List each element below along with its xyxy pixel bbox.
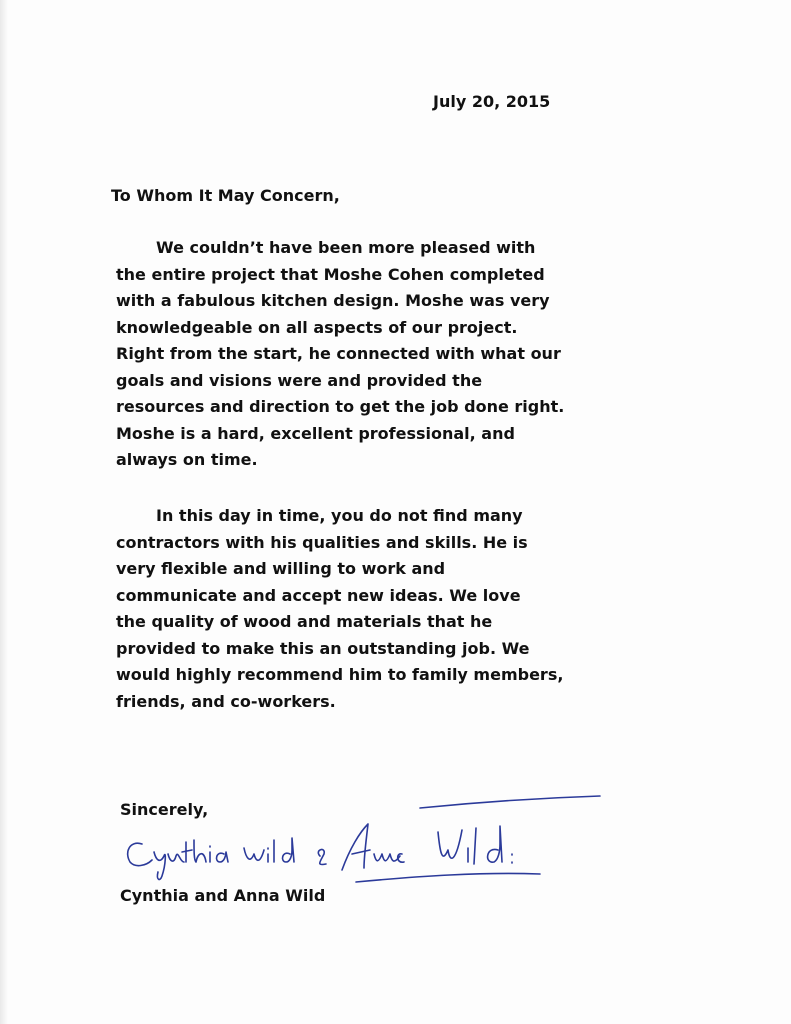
paragraph-line: We couldn’t have been more pleased with — [156, 238, 536, 257]
paragraph-line: contractors with his qualities and skills. He is — [116, 532, 528, 552]
paragraph-line: friends, and co-workers. — [116, 691, 336, 711]
paragraph-line: very flexible and willing to work and — [116, 559, 446, 578]
paragraph-line: goals and visions were and provided the — [116, 370, 483, 390]
handwritten-signature — [120, 792, 640, 892]
scan-edge-shadow — [0, 0, 8, 1024]
paragraph-line: would highly recommend him to family members, — [116, 665, 564, 684]
letter-paragraph-2 — [116, 503, 676, 715]
paragraph-line: Right from the start, he connected with what our — [116, 344, 561, 363]
paragraph-line: always on time. — [116, 450, 258, 469]
letter-paragraph-1 — [116, 235, 676, 474]
paragraph-line: resources and direction to get the job done right. — [116, 397, 565, 416]
paragraph-line: communicate and accept new ideas. We love — [116, 585, 521, 605]
letter-salutation: To Whom It May Concern, — [111, 186, 340, 205]
paragraph-line: the entire project that Moshe Cohen completed — [116, 264, 545, 284]
letter-date: July 20, 2015 — [433, 92, 551, 111]
paragraph-line: provided to make this an outstanding job. We — [116, 638, 530, 658]
letter-closing: Sincerely, — [120, 800, 209, 819]
paragraph-line: the quality of wood and materials that he — [116, 612, 493, 631]
paragraph-line: In this day in time, you do not find many — [156, 506, 523, 525]
letter-signers: Cynthia and Anna Wild — [120, 886, 326, 905]
paragraph-line: Moshe is a hard, excellent professional, and — [116, 423, 515, 443]
paragraph-line: with a fabulous kitchen design. Moshe was very — [116, 291, 550, 310]
paragraph-line: knowledgeable on all aspects of our project. — [116, 317, 518, 337]
